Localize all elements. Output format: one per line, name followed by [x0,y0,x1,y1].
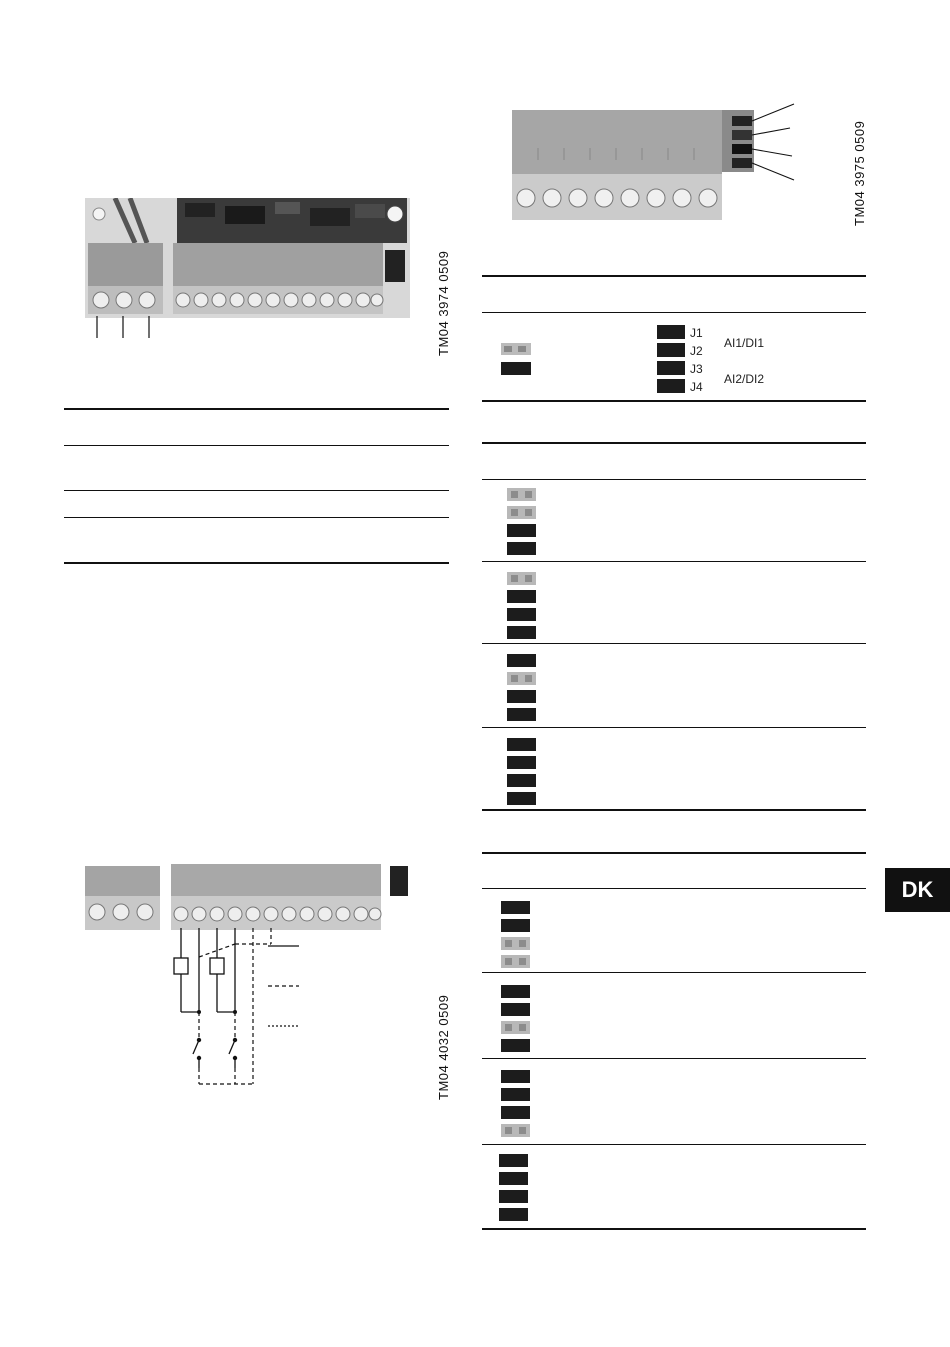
figure-code-1: TM04 3974 0509 [436,250,451,356]
jumper-pin [525,675,532,682]
jumper-legend-small [500,340,534,378]
jumper-pin [505,958,512,965]
figure-code-3: TM04 4032 0509 [436,994,451,1100]
table2-rule [482,312,866,313]
jumper-label-j3: J3 [690,362,703,376]
wiring-diagram [85,862,415,1092]
jumper-pin [505,1024,512,1031]
table3-rule [482,643,866,644]
jumper-closed [507,626,536,639]
jumper-stack-b4 [498,1152,532,1224]
jumper-closed [507,654,536,667]
jumper-closed [501,919,530,932]
jumper-closed [499,1154,528,1167]
jumper-closed [507,524,536,537]
ai2-di2-label: AI2/DI2 [724,372,765,386]
table4-rule [482,1144,866,1145]
jumper-stack-b1 [500,899,534,971]
table1-rule [64,517,449,518]
jumper-pin [519,940,526,947]
jumper-closed [507,738,536,751]
table4-rule-bottom [482,1228,866,1230]
jumper-closed [501,985,530,998]
jumper-closed [507,690,536,703]
table4-rule [482,972,866,973]
jumper-pin [519,1127,526,1134]
jumper-label-j2: J2 [690,344,703,358]
jumper-closed [499,1172,528,1185]
jumper-stack-a3 [506,652,540,724]
jumper-closed [501,1003,530,1016]
jumper-closed [507,792,536,805]
table4-rule-top [482,852,866,854]
jumper-pin [511,509,518,516]
jumper-pin [511,491,518,498]
jumper-closed [507,756,536,769]
jumper-closed [501,1106,530,1119]
jumper-closed [507,774,536,787]
table2-rule-top [482,275,866,277]
jumper-label-j4: J4 [690,380,703,394]
table3-rule-bottom [482,809,866,811]
jumper-pin [505,1127,512,1134]
table3-rule [482,727,866,728]
jumper-pin [525,491,532,498]
terminal-board-photo-2 [512,100,797,226]
jumper-pin [519,1024,526,1031]
jumper-pin [511,575,518,582]
table4-rule [482,888,866,889]
figure-code-2: TM04 3975 0509 [852,120,867,226]
table3-rule [482,479,866,480]
jumper-pin [519,958,526,965]
jumper-label-j1: J1 [690,326,703,340]
table3-rule [482,561,866,562]
jumper-closed [499,1190,528,1203]
jumper-closed [507,708,536,721]
language-tab-dk: DK [885,868,950,912]
table4-rule [482,1058,866,1059]
jumper-closed [507,590,536,603]
terminal-board-photo-1 [85,198,415,338]
jumper-closed [499,1208,528,1221]
jumper-stack-b3 [500,1068,534,1140]
table3-rule-top [482,442,866,444]
jumper-stack-b2 [500,983,534,1055]
jumper-closed [501,1070,530,1083]
table1-rule-bottom [64,562,449,564]
jumper-pin [505,940,512,947]
jumper-closed [507,608,536,621]
jumper-closed [501,901,530,914]
jumper-pin [511,675,518,682]
jumper-closed [501,1039,530,1052]
table1-rule [64,445,449,446]
jumper-closed [501,1088,530,1101]
table1-rule-top [64,408,449,410]
table2-rule-bottom [482,400,866,402]
jumper-stack-a1 [506,486,540,558]
jumper-legend-stack [657,324,687,394]
jumper-pin [525,509,532,516]
jumper-stack-a2 [506,570,540,642]
ai1-di1-label: AI1/DI1 [724,336,765,350]
jumper-pin [525,575,532,582]
jumper-closed [507,542,536,555]
jumper-stack-a4 [506,736,540,808]
table1-rule [64,490,449,491]
